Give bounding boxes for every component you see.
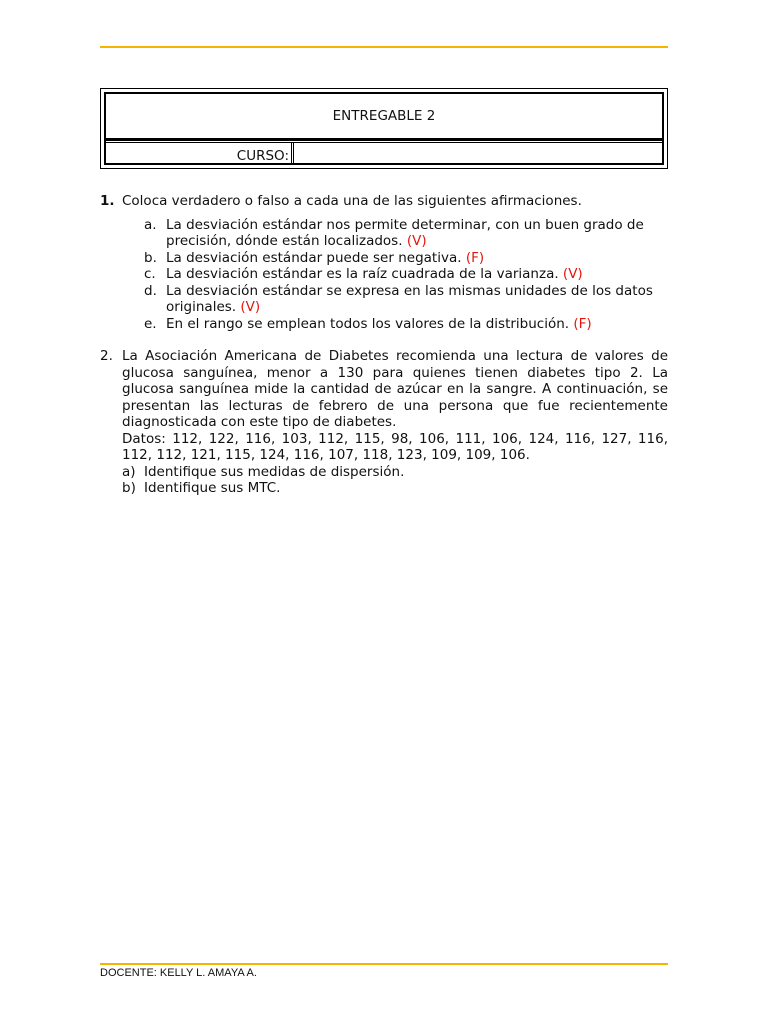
curso-label: CURSO: — [236, 148, 289, 164]
answer-mark: (V) — [240, 299, 261, 315]
footer-rule — [100, 963, 668, 965]
answer-mark: (F) — [573, 315, 592, 332]
header-rule — [100, 46, 668, 48]
question-2 — [100, 348, 668, 497]
question-1 — [100, 193, 668, 332]
data-values: Datos: 112, 122, 116, 103, 112, 115, 98, 106, 111, 106, 124, 116, 127, 116, 112, 112, 121, 115, 124, 116, 107, 118, 123, 109, 109, 106. — [122, 430, 668, 463]
footer-teacher: DOCENTE: KELLY L. AMAYA A. — [100, 967, 257, 979]
list-item: b. La desviación estándar puede ser negativa. (F) — [144, 249, 485, 266]
list-item: a. La desviación estándar nos permite determinar, con un buen grado de precisión, dónde están localizados. (V) — [144, 216, 644, 249]
question-number: 1. — [100, 193, 115, 209]
answer-mark: (V) — [562, 266, 583, 282]
list-item: d. La desviación estándar se expresa en las mismas unidades de los datos originales. (V) — [144, 282, 653, 315]
list-item: a) Identifique sus medidas de dispersión. — [122, 463, 405, 480]
answer-mark: (F) — [465, 249, 485, 266]
curso-field[interactable] — [296, 143, 662, 163]
answer-mark: (V) — [406, 233, 427, 249]
header-table — [100, 88, 668, 169]
question-body: La Asociación Americana de Diabetes recomienda una lectura de valores de glucosa sanguínea, menor a 130 para quienes tienen diabetes tipo 2. La glucosa sanguínea mide la cantidad de azúcar en la sangre. A continuación, se presentan las lecturas de febrero de una persona que fue recientemente diagnosticada con este tipo de diabetes. — [122, 348, 668, 430]
list-item: e. En el rango se emplean todos los valores de la distribución. (F) — [144, 315, 592, 332]
question-number: 2. — [100, 348, 113, 364]
curso-row — [106, 142, 662, 163]
page-title: ENTREGABLE 2 — [106, 94, 662, 141]
list-item: b) Identifique sus MTC. — [122, 480, 281, 496]
question-prompt: Coloca verdadero o falso a cada una de las siguientes afirmaciones. — [122, 193, 582, 209]
document-body — [100, 193, 668, 497]
statement-list — [100, 217, 668, 333]
list-item: c. La desviación estándar es la raíz cuadrada de la varianza. (V) — [144, 266, 583, 282]
